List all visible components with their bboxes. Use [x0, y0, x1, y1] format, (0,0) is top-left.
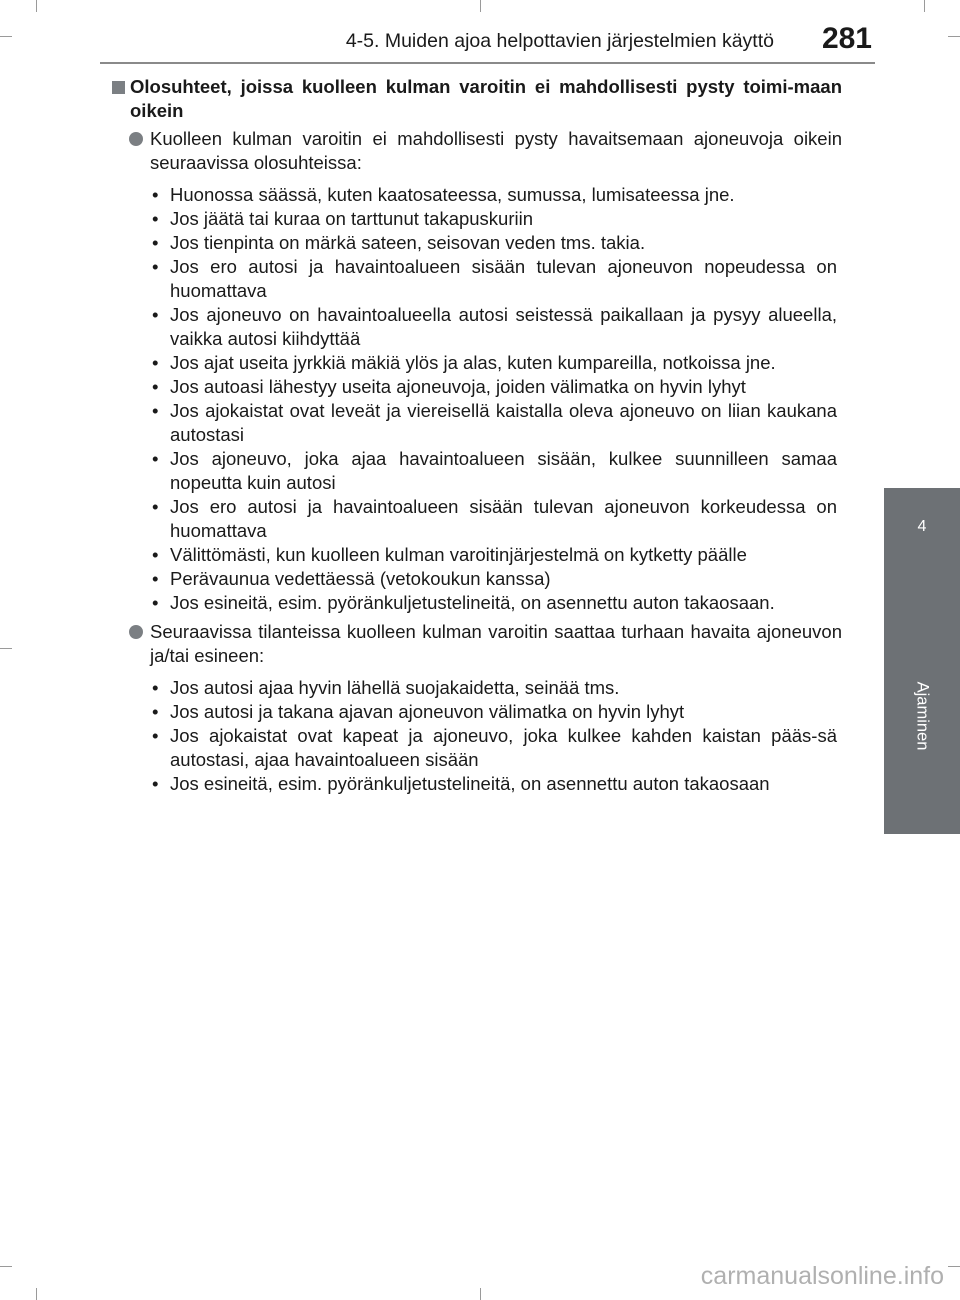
main-content — [112, 75, 842, 796]
intro-text: Kuolleen kulman varoitin ei mahdollisesti pysty havaitsemaan ajoneuvoja oikein seuraavissa olosuhteissa: — [150, 128, 842, 173]
list-item: • Jos autosi ja takana ajavan ajoneuvon välimatka on hyvin lyhyt — [152, 701, 685, 722]
bullet-dot-icon: • — [152, 376, 159, 397]
section-title: 4-5. Muiden ajoa helpottavien järjestelmien käyttö — [345, 30, 774, 52]
condition-list — [112, 183, 842, 615]
bullet-dot-icon: • — [152, 256, 159, 277]
false-detection-group-intro — [112, 620, 842, 668]
list-item: • Jos autosi ajaa hyvin lähellä suojakaidetta, seinää tms. — [152, 677, 620, 698]
circle-bullet-icon — [129, 625, 143, 639]
bullet-dot-icon: • — [152, 592, 159, 613]
bullet-dot-icon: • — [152, 725, 159, 746]
crop-mark — [0, 1266, 12, 1267]
page-number: 281 — [821, 22, 872, 55]
list-item: • Huonossa säässä, kuten kaatosateessa, sumussa, lumisateessa jne. — [152, 184, 735, 205]
chapter-label: Ajaminen — [913, 681, 932, 751]
crop-mark — [0, 648, 12, 649]
list-item: • Jos ero autosi ja havaintoalueen sisään tulevan ajoneuvon korkeudessa on huomattava — [152, 496, 837, 541]
bullet-dot-icon: • — [152, 701, 159, 722]
crop-mark — [948, 1266, 960, 1267]
bullet-dot-icon: • — [152, 208, 159, 229]
list-item: • Välittömästi, kun kuolleen kulman varoitinjärjestelmä on kytketty päälle — [152, 544, 747, 565]
false-detection-list — [112, 676, 842, 796]
condition-group-intro — [112, 127, 842, 175]
bullet-dot-icon: • — [152, 448, 159, 469]
bullet-dot-icon: • — [152, 400, 159, 421]
bullet-dot-icon: • — [152, 568, 159, 589]
list-item: • Jos ajat useita jyrkkiä mäkiä ylös ja alas, kuten kumpareilla, notkoissa jne. — [152, 352, 776, 373]
bullet-dot-icon: • — [152, 773, 159, 794]
bullet-dot-icon: • — [152, 544, 159, 565]
chapter-number: 4 — [917, 518, 927, 535]
list-item: • Perävaunua vedettäessä (vetokoukun kanssa) — [152, 568, 551, 589]
bullet-dot-icon: • — [152, 232, 159, 253]
bullet-dot-icon: • — [152, 496, 159, 517]
list-item: • Jos esineitä, esim. pyöränkuljetustelineitä, on asennettu auton takaosaan — [152, 773, 770, 794]
bullet-dot-icon: • — [152, 352, 159, 373]
section-heading-text: Olosuhteet, joissa kuolleen kulman varoitin ei mahdollisesti pysty toimi-maan oikein — [130, 76, 842, 121]
intro-text: Seuraavissa tilanteissa kuolleen kulman varoitin saattaa turhaan havaita ajoneuvon ja/tai esineen: — [150, 621, 842, 666]
list-item: • Jos jäätä tai kuraa on tarttunut takapuskuriin — [152, 208, 534, 229]
crop-mark — [480, 1288, 481, 1300]
header-divider — [100, 62, 875, 64]
list-item: • Jos tienpinta on märkä sateen, seisovan veden tms. takia. — [152, 232, 646, 253]
chapter-tab — [884, 488, 960, 834]
list-item: • Jos ajoneuvo on havaintoalueella autosi seistessä paikallaan ja pysyy alueella, vaikka autosi kiihdyttää — [152, 304, 837, 349]
section-heading — [112, 75, 842, 123]
list-item: • Jos ajokaistat ovat kapeat ja ajoneuvo, joka kulkee kahden kaistan pääs-sä autostasi, ajaa havaintoalueen sisään — [152, 725, 837, 770]
bullet-dot-icon: • — [152, 184, 159, 205]
list-item: • Jos ero autosi ja havaintoalueen sisään tulevan ajoneuvon nopeudessa on huomattava — [152, 256, 837, 301]
page-header — [0, 0, 960, 64]
square-bullet-icon — [112, 81, 125, 94]
list-item: • Jos ajoneuvo, joka ajaa havaintoalueen sisään, kulkee suunnilleen samaa nopeutta kuin autosi — [152, 448, 837, 493]
crop-mark — [36, 1288, 37, 1300]
list-item: • Jos ajokaistat ovat leveät ja viereisellä kaistalla oleva ajoneuvo on liian kaukana autostasi — [152, 400, 837, 445]
bullet-dot-icon: • — [152, 304, 159, 325]
bullet-dot-icon: • — [152, 677, 159, 698]
list-item: • Jos autoasi lähestyy useita ajoneuvoja, joiden välimatka on hyvin lyhyt — [152, 376, 746, 397]
circle-bullet-icon — [129, 132, 143, 146]
list-item: • Jos esineitä, esim. pyöränkuljetustelineitä, on asennettu auton takaosaan. — [152, 592, 775, 613]
watermark: carmanualsonline.info — [700, 1262, 944, 1290]
